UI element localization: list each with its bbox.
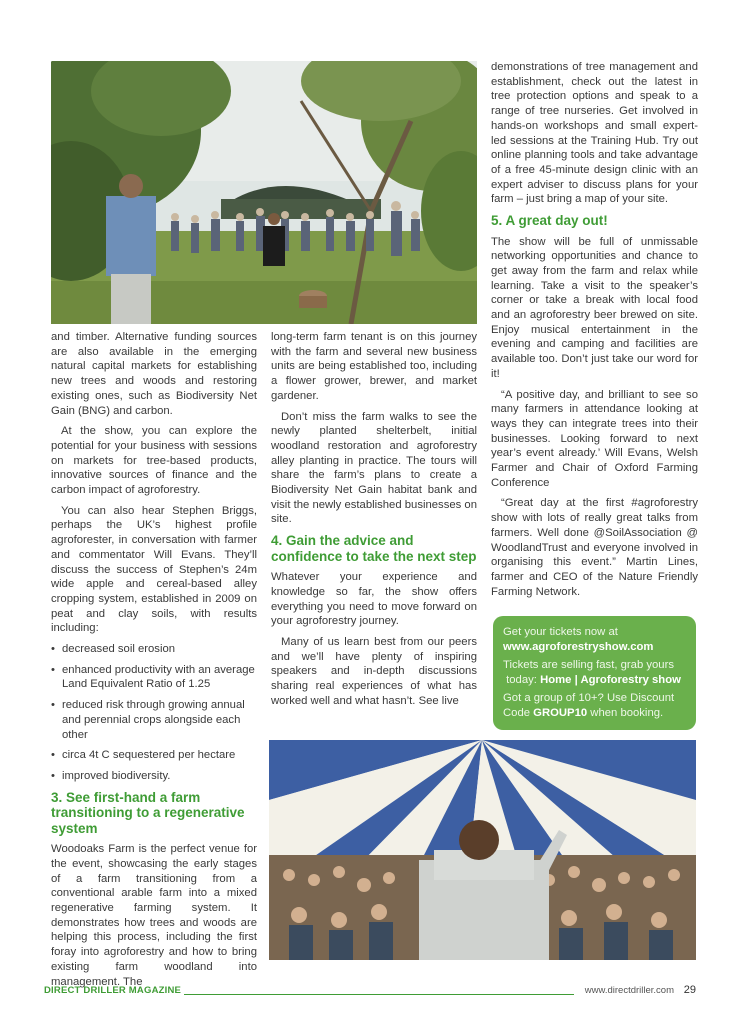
paragraph: demonstrations of tree management and establishment, check out the latest in tree protection options and speak to a range of tree nurseries. Get involved in hands-on workshops and small expert-led sessions at the Training Hub. Try out online planning tools and take advantage of a free 45-minute design clinic with an expert adviser to discuss plans for your farm – just bring a map of your site. — [491, 61, 698, 206]
tickets-promo-box — [493, 616, 696, 730]
footer-url-link[interactable]: www.directdriller.com — [584, 985, 674, 996]
results-list — [51, 642, 257, 784]
promo-text: Code — [503, 706, 534, 719]
quote-paragraph: “A positive day, and brilliant to see so many farmers in attendance looking at ways they can integrate trees into their businesses. Looking forward to next year’s event already.’ Will Evans, Welsh Farmer and Chair of Oxford Farming Conference — [491, 388, 698, 489]
discount-code: GROUP10 — [533, 706, 588, 719]
section-heading-3: 3. See first-hand a farm transitioning to a regenerative system — [51, 789, 245, 836]
quote-paragraph: “Great day at the first #agroforestry show with lots of really great talks from farmers. Well done @SoilAssociation @ WoodlandTrust and everyone involved in organising this event.” Martin Lines, farmer and CEO of the Nature Friendly Farming Network. — [491, 497, 698, 598]
promo-text: Get your tickets now at — [503, 626, 618, 638]
page-footer — [44, 985, 696, 1001]
paragraph: The show will be full of unmissable networking opportunities and chance to get away from the farm and relax while learning. Take a visit to the speaker’s corner or take a break with local food and an agroforestry beer brewed on site. Enjoy musical entertainment in the evening and camping and facilities are available too. Don’t just take our word for it! — [491, 235, 698, 380]
page-number: 29 — [683, 984, 696, 996]
paragraph: Many of us learn best from our peers and we’ll have plenty of inspiring speakers and in-depth discussions sharing real experiences of what has worked well and what hasn’t. See live — [271, 635, 477, 707]
footer-divider — [184, 994, 574, 995]
list-item: • improved biodiversity. — [51, 769, 257, 784]
paragraph: At the show, you can explore the potential for your business with sessions on markets for tree-based products, innovative sources of finance and the carbon impact of agroforestry. — [51, 425, 257, 497]
section-heading-4: 4. Gain the advice and confidence to take the next step — [271, 533, 477, 564]
promo-url-link[interactable]: www.agroforestryshow.com — [503, 640, 654, 653]
paragraph: Whatever your experience and knowledge so far, the show offers everything you need to move forward on your agroforestry journey. — [271, 571, 477, 628]
paragraph: Woodoaks Farm is the perfect venue for the event, showcasing the early stages of a farm transitioning from a conventional arable farm into a mixed regenerative farming system. It demonstrates how trees and woods are helping this process, including the first foray into agroforestry and how to bring existing farm woodland into management. The — [51, 843, 257, 988]
orchard-crowd-photo — [51, 61, 477, 324]
paragraph: Don’t miss the farm walks to see the newly planted shelterbelt, initial woodland restoration and agroforestry alley planting in practice. The tours will share the farm’s plans to create a Biodiversity Net Gain habitat bank and visit the newly established businesses on site. — [271, 410, 477, 526]
article-column-2 — [271, 330, 477, 714]
section-heading-5: 5. A great day out! — [491, 213, 608, 229]
magazine-name: DIRECT DRILLER MAGAZINE — [44, 985, 182, 996]
promo-text: today: — [506, 673, 541, 686]
promo-text: Got a group of 10+? Use Discount — [503, 692, 675, 704]
tent-talk-photo — [269, 740, 696, 960]
promo-text — [503, 706, 686, 721]
promo-text: Tickets are selling fast, grab yours — [503, 659, 674, 671]
paragraph: and timber. Alternative funding sources are also available in the emerging natural capital markets for establishing new trees and woods and restoring existing ones, such as Biodiversity Net Gain (BNG) and carbon. — [51, 331, 257, 417]
list-item: • circa 4t C sequestered per hectare — [51, 748, 257, 763]
list-item: • decreased soil erosion — [51, 642, 257, 657]
paragraph: You can also hear Stephen Briggs, perhaps the UK’s highest profile agroforester, in conversation with farmer and commentator Will Evans. They’ll discuss the success of Stephen’s 24m wide apple and cereal-based alley cropping system, established in 2009 on peat and clay soils, with results including: — [51, 504, 257, 635]
promo-home-link[interactable]: Home | Agroforestry show — [540, 673, 681, 686]
list-item: • enhanced productivity with an average Land Equivalent Ratio of 1.25 — [51, 663, 257, 692]
promo-text — [503, 673, 686, 688]
article-column-1 — [51, 330, 257, 995]
promo-text: when booking. — [587, 706, 664, 719]
list-item: • reduced risk through growing annual and perennial crops alongside each other — [51, 698, 257, 742]
paragraph: long-term farm tenant is on this journey with the farm and several new business units are being established too, including a flower grower, brewer, and market gardener. — [271, 331, 477, 402]
article-column-3 — [491, 60, 698, 605]
